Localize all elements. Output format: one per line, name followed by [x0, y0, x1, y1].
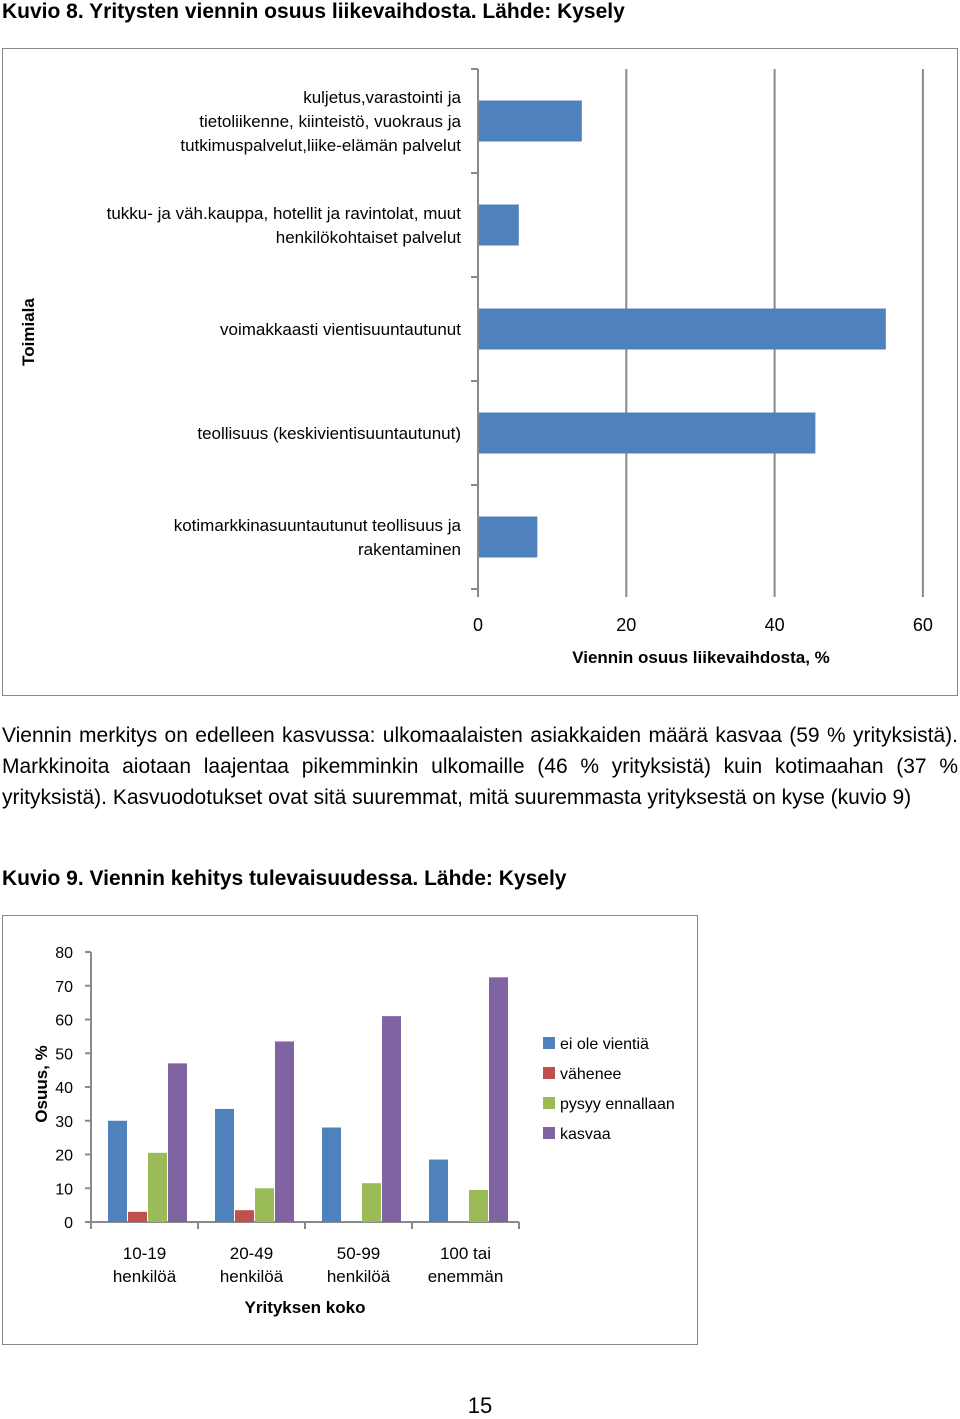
bar	[489, 977, 508, 1222]
bar	[479, 101, 582, 142]
bar	[322, 1128, 341, 1223]
category-label: tietoliikenne, kiinteistö, vuokraus ja	[199, 112, 461, 131]
legend-swatch	[543, 1097, 555, 1109]
bar	[235, 1210, 254, 1222]
bar	[382, 1016, 401, 1222]
bar	[108, 1121, 127, 1222]
y-tick-label: 30	[55, 1113, 73, 1131]
y-tick-label: 0	[64, 1215, 73, 1232]
bar	[479, 413, 815, 454]
x-tick-label: 40	[764, 615, 785, 635]
bar	[215, 1109, 234, 1222]
bar	[168, 1063, 187, 1222]
category-label: tukku- ja väh.kauppa, hotellit ja ravintolat, muut	[106, 204, 461, 223]
figure-9-caption: Kuvio 9. Viennin kehitys tulevaisuudessa. Lähde: Kysely	[2, 867, 567, 890]
category-label: rakentaminen	[357, 540, 461, 559]
legend-label: pysyy ennallaan	[560, 1096, 675, 1113]
y-tick-label: 70	[55, 978, 73, 996]
category-label: kuljetus,varastointi ja	[303, 88, 461, 107]
figure-8-caption: Kuvio 8. Yritysten viennin osuus liikevaihdosta. Lähde: Kysely	[2, 0, 625, 23]
export-outlook-chart-svg	[3, 916, 699, 1346]
y-tick-label: 50	[55, 1046, 73, 1064]
category-label: enemmän	[427, 1267, 504, 1286]
legend-swatch	[543, 1127, 555, 1139]
y-tick-label: 20	[55, 1147, 73, 1165]
category-label: henkilökohtaiset palvelut	[275, 228, 461, 247]
x-tick-label: 0	[472, 615, 484, 635]
x-tick-label: 20	[616, 615, 637, 635]
x-axis-title: Viennin osuus liikevaihdosta, %	[572, 648, 830, 667]
category-label: voimakkaasti vientisuuntautunut	[220, 320, 461, 339]
category-label: teollisuus (keskivientisuuntautunut)	[197, 424, 461, 443]
y-axis-title: Osuus, %	[32, 1045, 51, 1123]
y-tick-label: 10	[55, 1181, 73, 1199]
y-tick-label: 40	[55, 1080, 73, 1097]
x-axis-title: Yrityksen koko	[244, 1298, 366, 1317]
category-label: 100 tai	[439, 1244, 492, 1263]
bar	[429, 1160, 448, 1222]
bar	[479, 517, 537, 558]
bar	[479, 309, 886, 350]
category-label: 50-99	[336, 1244, 381, 1263]
legend-swatch	[543, 1037, 555, 1049]
category-label: henkilöä	[219, 1267, 284, 1286]
body-paragraph: Viennin merkitys on edelleen kasvussa: ulkomaalaisten asiakkaiden määrä kasvaa (59 % yrityksistä). Markkinoita aiotaan laajentaa pikemminkin ulkomaille (46 % yrityksistä) kuin kotimaahan (37 % yrityksistä). Kasvuodotukset ovat sitä suuremmat, mitä suuremmasta yrityksestä on kyse (kuvio 9)	[2, 724, 958, 809]
category-label: henkilöä	[112, 1267, 177, 1286]
legend-label: vähenee	[560, 1066, 622, 1083]
export-share-chart-svg	[3, 49, 959, 697]
category-label: 10-19	[122, 1244, 167, 1263]
bar	[469, 1190, 488, 1222]
export-outlook-chart	[2, 915, 698, 1345]
bar	[275, 1041, 294, 1222]
page-number: 15	[467, 1393, 493, 1418]
y-axis-title: Toimiala	[19, 298, 38, 366]
legend-label: kasvaa	[560, 1126, 611, 1143]
category-label: kotimarkkinasuuntautunut teollisuus ja	[173, 516, 461, 535]
category-label: henkilöä	[326, 1267, 391, 1286]
category-label: tutkimuspalvelut,liike-elämän palvelut	[180, 136, 461, 155]
x-tick-label: 60	[912, 615, 933, 635]
legend-label: ei ole vientiä	[560, 1036, 649, 1053]
bar	[479, 205, 519, 246]
y-tick-label: 60	[55, 1012, 73, 1030]
category-label: 20-49	[229, 1244, 274, 1263]
legend-swatch	[543, 1067, 555, 1079]
bar	[362, 1183, 381, 1222]
bar	[255, 1188, 274, 1222]
export-share-chart	[2, 48, 958, 696]
bar	[148, 1153, 167, 1222]
y-tick-label: 80	[55, 945, 73, 962]
bar	[128, 1212, 147, 1222]
